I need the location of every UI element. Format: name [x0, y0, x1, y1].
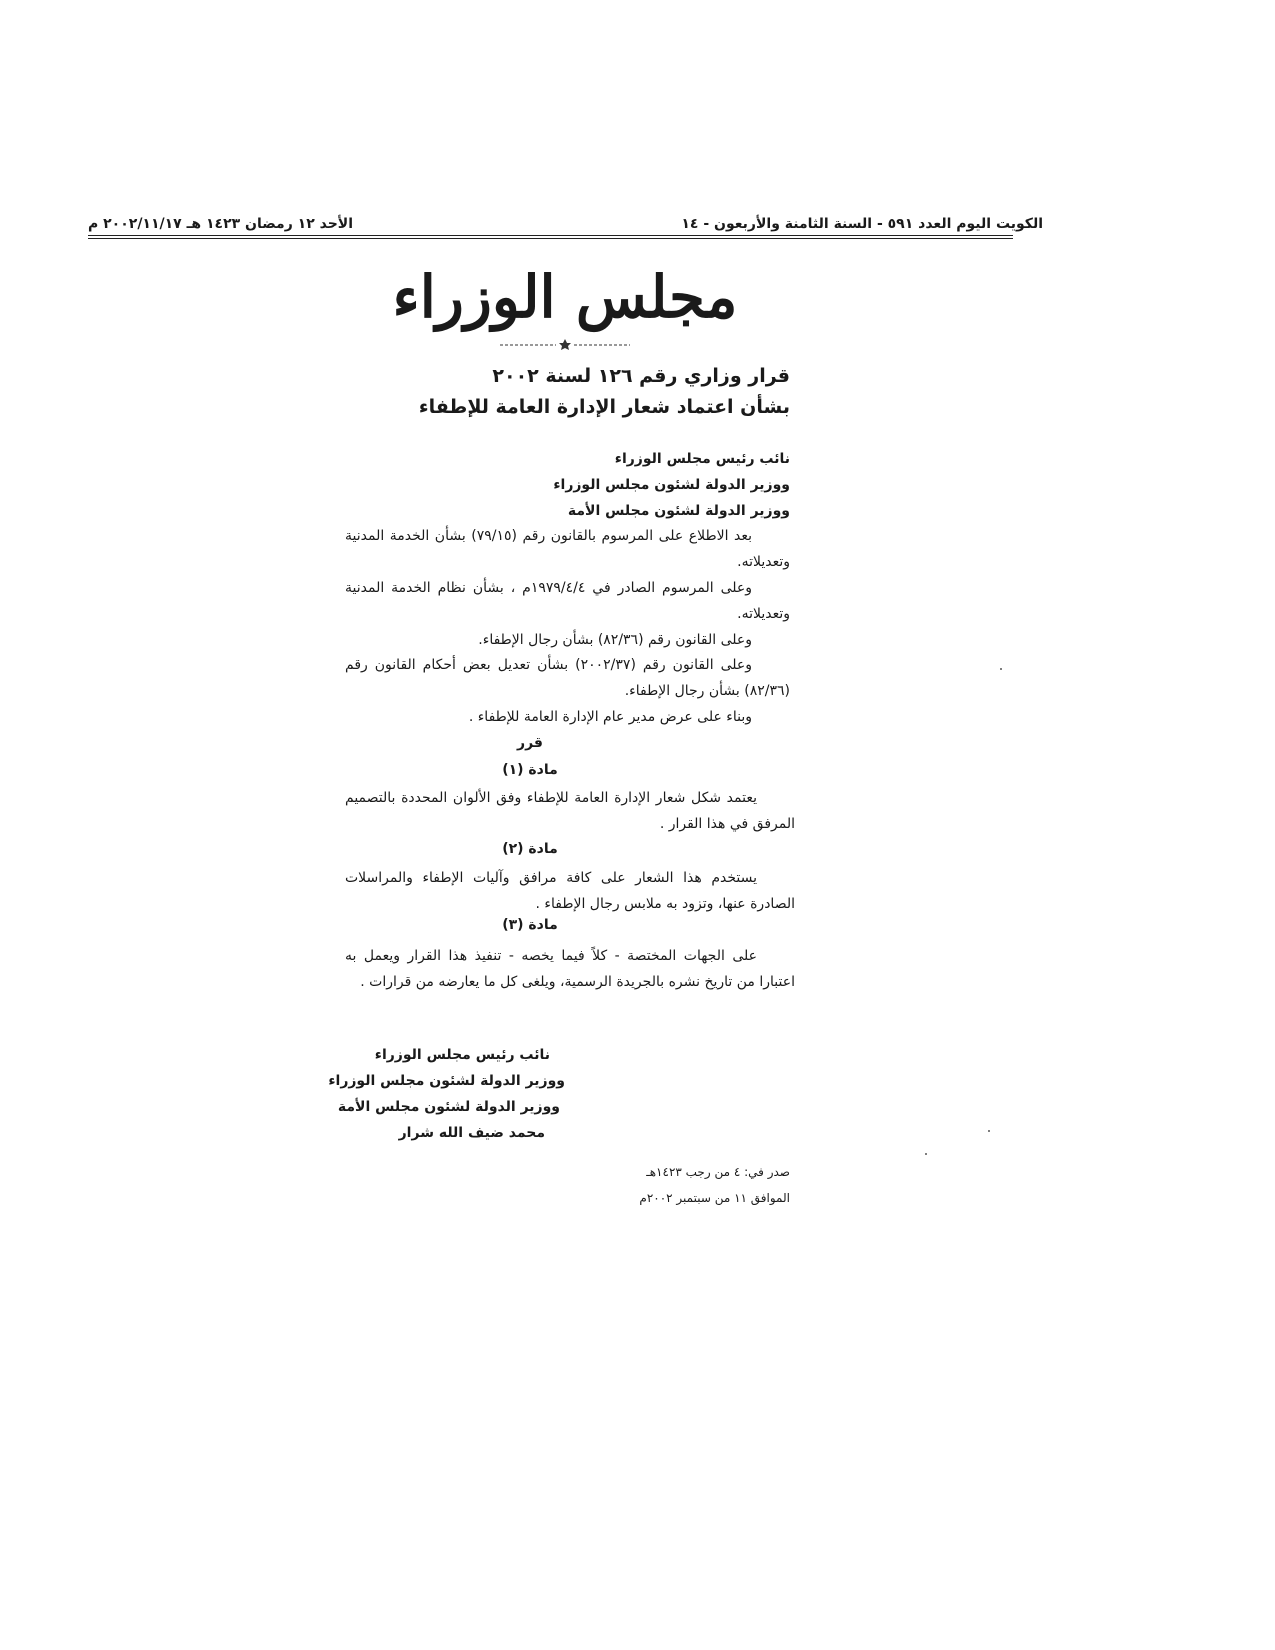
article-3-heading: مادة (٣) — [502, 917, 558, 933]
preamble-5: وبناء على عرض مدير عام الإدارة العامة للإطفاء . — [468, 709, 752, 725]
issue-info: الكويت اليوم العدد ٥٩١ - السنة الثامنة والأربعون - ١٤ — [681, 216, 1043, 232]
article-1-text: يعتمد شكل شعار الإدارة العامة للإطفاء وفق الألوان المحددة بالتصميم المرفق في هذا القرار . — [345, 790, 795, 832]
issued-gregorian: الموافق ١١ من سبتمبر ٢٠٠٢م — [639, 1191, 790, 1205]
signature-line-2: ووزير الدولة لشئون مجلس الوزراء — [328, 1073, 565, 1089]
signature-line-3: ووزير الدولة لشئون مجلس الأمة — [337, 1099, 560, 1115]
signature-line-1: نائب رئيس مجلس الوزراء — [374, 1047, 550, 1063]
scan-speck — [988, 1130, 990, 1132]
masthead-ornament-icon — [490, 338, 640, 352]
preamble-4: وعلى القانون رقم (٢٠٠٢/٣٧) بشأن تعديل بعض أحكام القانون رقم (٨٢/٣٦) بشأن رجال الإطفاء. — [345, 657, 790, 699]
decided-label: قرر — [517, 735, 543, 751]
header-rule — [88, 235, 1013, 236]
issued-hijri: صدر في: ٤ من رجب ١٤٢٣هـ — [646, 1165, 790, 1179]
article-1-heading: مادة (١) — [502, 762, 558, 778]
article-3-text: على الجهات المختصة - كلاً فيما يخصه - تنفيذ هذا القرار ويعمل به اعتبارا من تاريخ نشره بالجريدة الرسمية، ويلغى كل ما يعارضه من قرارات . — [345, 948, 795, 990]
scan-speck — [1000, 668, 1002, 670]
preamble-2: وعلى المرسوم الصادر في ١٩٧٩/٤/٤م ، بشأن نظام الخدمة المدنية وتعديلاته. — [345, 580, 790, 622]
scan-speck — [925, 1153, 927, 1155]
article-2-text: يستخدم هذا الشعار على كافة مرافق وآليات الإطفاء والمراسلات الصادرة عنها، وتزود به ملابس رجال الإطفاء . — [345, 870, 795, 912]
masthead-title: مجلس الوزراء — [392, 263, 738, 331]
signature-name: محمد ضيف الله شرار — [398, 1125, 545, 1141]
header-rule-2 — [88, 238, 1013, 239]
issuer-line-1: نائب رئيس مجلس الوزراء — [614, 451, 790, 467]
issue-date: الأحد ١٢ رمضان ١٤٢٣ هـ ٢٠٠٢/١١/١٧ م — [88, 216, 354, 232]
preamble-1: بعد الاطلاع على المرسوم بالقانون رقم (٧٩/١٥) بشأن الخدمة المدنية وتعديلاته. — [345, 528, 790, 570]
article-2-heading: مادة (٢) — [502, 841, 558, 857]
decision-subject: بشأن اعتماد شعار الإدارة العامة للإطفاء — [418, 396, 790, 418]
decision-title: قرار وزاري رقم ١٢٦ لسنة ٢٠٠٢ — [492, 365, 790, 387]
preamble-3: وعلى القانون رقم (٨٢/٣٦) بشأن رجال الإطفاء. — [478, 632, 752, 648]
issuer-line-2: ووزير الدولة لشئون مجلس الوزراء — [553, 477, 790, 493]
issuer-line-3: ووزير الدولة لشئون مجلس الأمة — [567, 503, 790, 519]
